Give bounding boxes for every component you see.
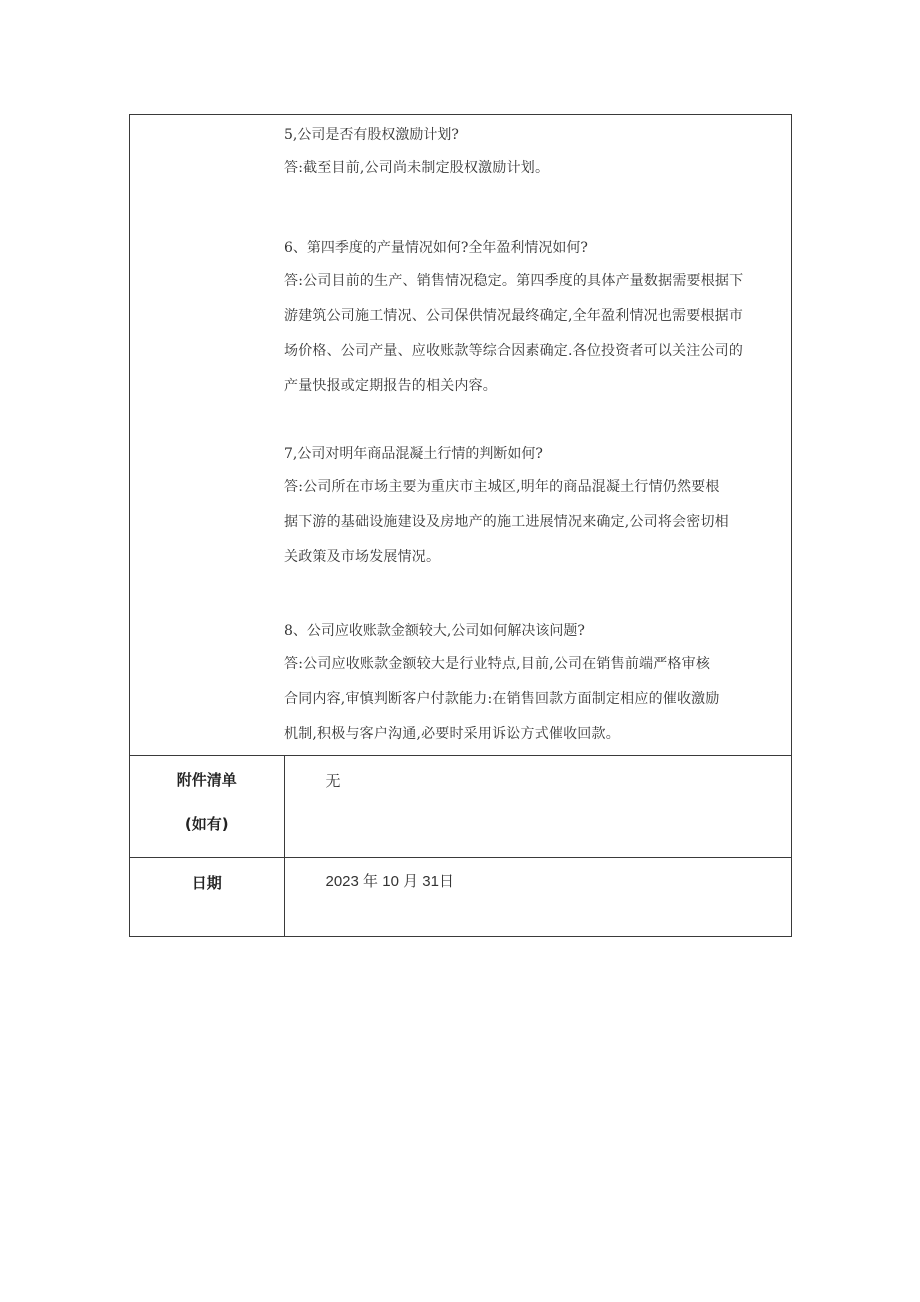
attachment-label-note: (如有) — [184, 815, 229, 833]
date-value-cell — [284, 858, 792, 937]
qa-item-8 — [284, 621, 790, 752]
date-month-unit: 月 — [403, 872, 419, 890]
answer-line: 场价格、公司产量、应收账款等综合因素确定.各位投资者可以关注公司的 — [284, 343, 744, 359]
answer-line: 答:截至目前,公司尚未制定股权激励计划。 — [284, 160, 550, 176]
answer-line: 答:公司应收账款金额较大是行业特点,目前,公司在销售前端严格审核 — [284, 656, 711, 672]
date-year-unit: 年 — [363, 872, 379, 890]
answer-line: 合同内容,审慎判断客户付款能力:在销售回款方面制定相应的催收激励 — [284, 691, 720, 707]
date-month: 10 — [382, 873, 399, 890]
attachment-label-cell — [130, 756, 285, 858]
answer-text — [284, 470, 790, 575]
date-year: 2023 — [325, 873, 359, 890]
question-text: 7,公司对明年商品混凝土行情的判断如何? — [284, 446, 543, 462]
question-text: 8、公司应收账款金额较大,公司如何解决该问题? — [284, 623, 585, 639]
answer-text — [284, 264, 790, 404]
answer-line: 产量快报或定期报告的相关内容。 — [284, 378, 497, 394]
date-row — [130, 858, 792, 937]
date-label-cell — [130, 858, 285, 937]
answer-line: 游建筑公司施工情况、公司保供情况最终确定,全年盈利情况也需要根据市 — [284, 308, 744, 324]
answer-line: 机制,积极与客户沟通,必要时采用诉讼方式催收回款。 — [284, 726, 620, 742]
answer-text — [284, 647, 790, 752]
question-text: 5,公司是否有股权激励计划? — [284, 127, 459, 143]
question-text: 6、第四季度的产量情况如何?全年盈利情况如何? — [284, 240, 588, 256]
date-day: 31 — [422, 873, 439, 890]
record-table — [129, 114, 792, 937]
qa-item-6 — [284, 238, 790, 404]
answer-line: 据下游的基础设施建设及房地产的施工进展情况来确定,公司将会密切相 — [284, 514, 729, 530]
answer-line: 关政策及市场发展情况。 — [284, 549, 441, 565]
attachment-value-cell — [284, 756, 792, 858]
answer-line: 答:公司所在市场主要为重庆市主城区,明年的商品混凝土行情仍然要根 — [284, 479, 720, 495]
qa-label-cell — [130, 115, 285, 756]
attachment-label: 附件清单 — [176, 771, 237, 789]
qa-content-cell — [284, 115, 792, 756]
answer-line: 答:公司目前的生产、销售情况稳定。第四季度的具体产量数据需要根据下 — [284, 273, 744, 289]
qa-item-7 — [284, 444, 790, 575]
qa-row — [130, 115, 792, 756]
attachment-value: 无 — [325, 772, 341, 790]
qa-item-5 — [284, 125, 790, 186]
date-day-unit: 日 — [438, 872, 454, 890]
answer-text — [284, 151, 790, 186]
attachment-row — [130, 756, 792, 858]
date-label: 日期 — [191, 874, 222, 892]
